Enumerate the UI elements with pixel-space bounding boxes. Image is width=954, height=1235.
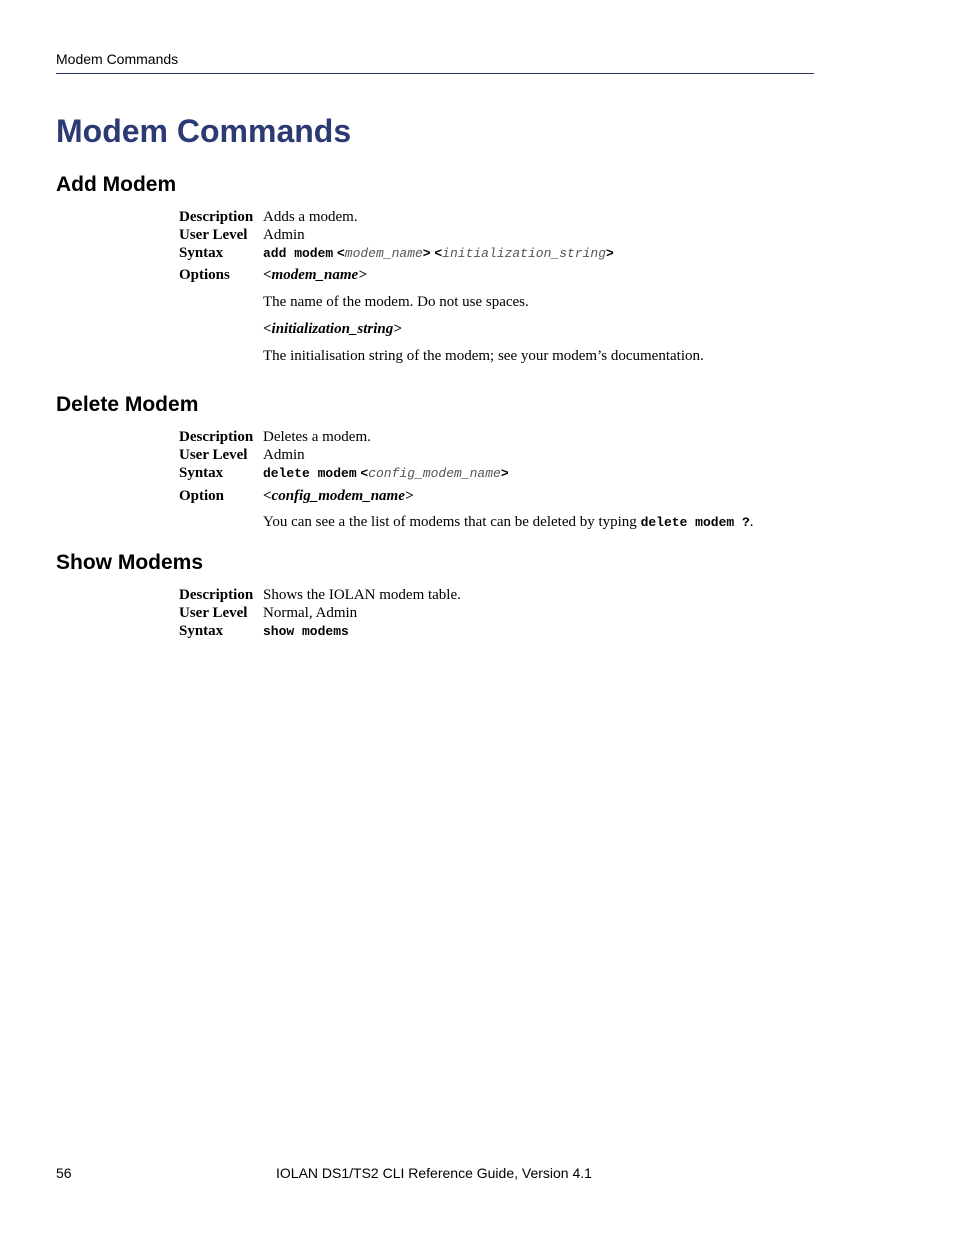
syntax-command: show modems xyxy=(263,624,349,639)
syntax-argument: modem_name xyxy=(344,246,423,261)
delete-modem-description-label: Description xyxy=(179,429,254,445)
option-name: <initialization_string> xyxy=(263,321,402,337)
add-modem-syntax-label: Syntax xyxy=(179,245,224,261)
syntax-bracket: > xyxy=(500,466,509,481)
header-rule xyxy=(56,73,814,74)
footer-page-number: 56 xyxy=(56,1165,72,1181)
option-text: The name of the modem. Do not use spaces. xyxy=(263,294,529,310)
show-modems-syntax xyxy=(263,622,349,641)
add-modem-user-level-label: User Level xyxy=(179,227,248,243)
delete-modem-user-level: Admin xyxy=(263,447,305,463)
add-modem-syntax xyxy=(263,244,614,263)
delete-modem-user-level-label: User Level xyxy=(179,447,248,463)
add-modem-user-level: Admin xyxy=(263,227,305,243)
show-modems-user-level: Normal, Admin xyxy=(263,605,358,621)
syntax-bracket: < xyxy=(434,246,443,261)
syntax-bracket: < xyxy=(360,466,369,481)
option-text: The initialisation string of the modem; see your modem’s documentation. xyxy=(263,348,704,364)
syntax-bracket: > xyxy=(422,246,431,261)
delete-modem-description: Deletes a modem. xyxy=(263,429,371,445)
section-title-add-modem: Add Modem xyxy=(56,173,177,196)
footer-doc-title: IOLAN DS1/TS2 CLI Reference Guide, Version 4.1 xyxy=(276,1165,592,1181)
section-title-delete-modem: Delete Modem xyxy=(56,393,199,416)
syntax-bracket: < xyxy=(336,246,345,261)
syntax-command: delete modem xyxy=(263,466,357,481)
option-text xyxy=(263,513,754,532)
show-modems-description: Shows the IOLAN modem table. xyxy=(263,587,461,603)
show-modems-user-level-label: User Level xyxy=(179,605,248,621)
option-name: <config_modem_name> xyxy=(263,488,414,504)
add-modem-options-label: Options xyxy=(179,267,230,283)
option-text-after: . xyxy=(749,514,754,530)
inline-code: delete modem ? xyxy=(640,515,750,530)
option-name: <modem_name> xyxy=(263,267,367,283)
running-header: Modem Commands xyxy=(56,51,179,67)
page-title: Modem Commands xyxy=(56,113,352,149)
add-modem-description: Adds a modem. xyxy=(263,209,358,225)
show-modems-description-label: Description xyxy=(179,587,254,603)
delete-modem-syntax-label: Syntax xyxy=(179,465,224,481)
section-title-show-modems: Show Modems xyxy=(56,551,204,574)
show-modems-syntax-label: Syntax xyxy=(179,623,224,639)
delete-modem-syntax xyxy=(263,464,509,483)
syntax-command: add modem xyxy=(263,246,334,261)
option-text-before: You can see a the list of modems that can be deleted by typing xyxy=(263,514,637,530)
syntax-argument: initialization_string xyxy=(442,246,606,261)
syntax-bracket: > xyxy=(606,246,614,261)
syntax-argument: config_modem_name xyxy=(368,466,501,481)
delete-modem-option-label: Option xyxy=(179,488,225,504)
add-modem-description-label: Description xyxy=(179,209,254,225)
